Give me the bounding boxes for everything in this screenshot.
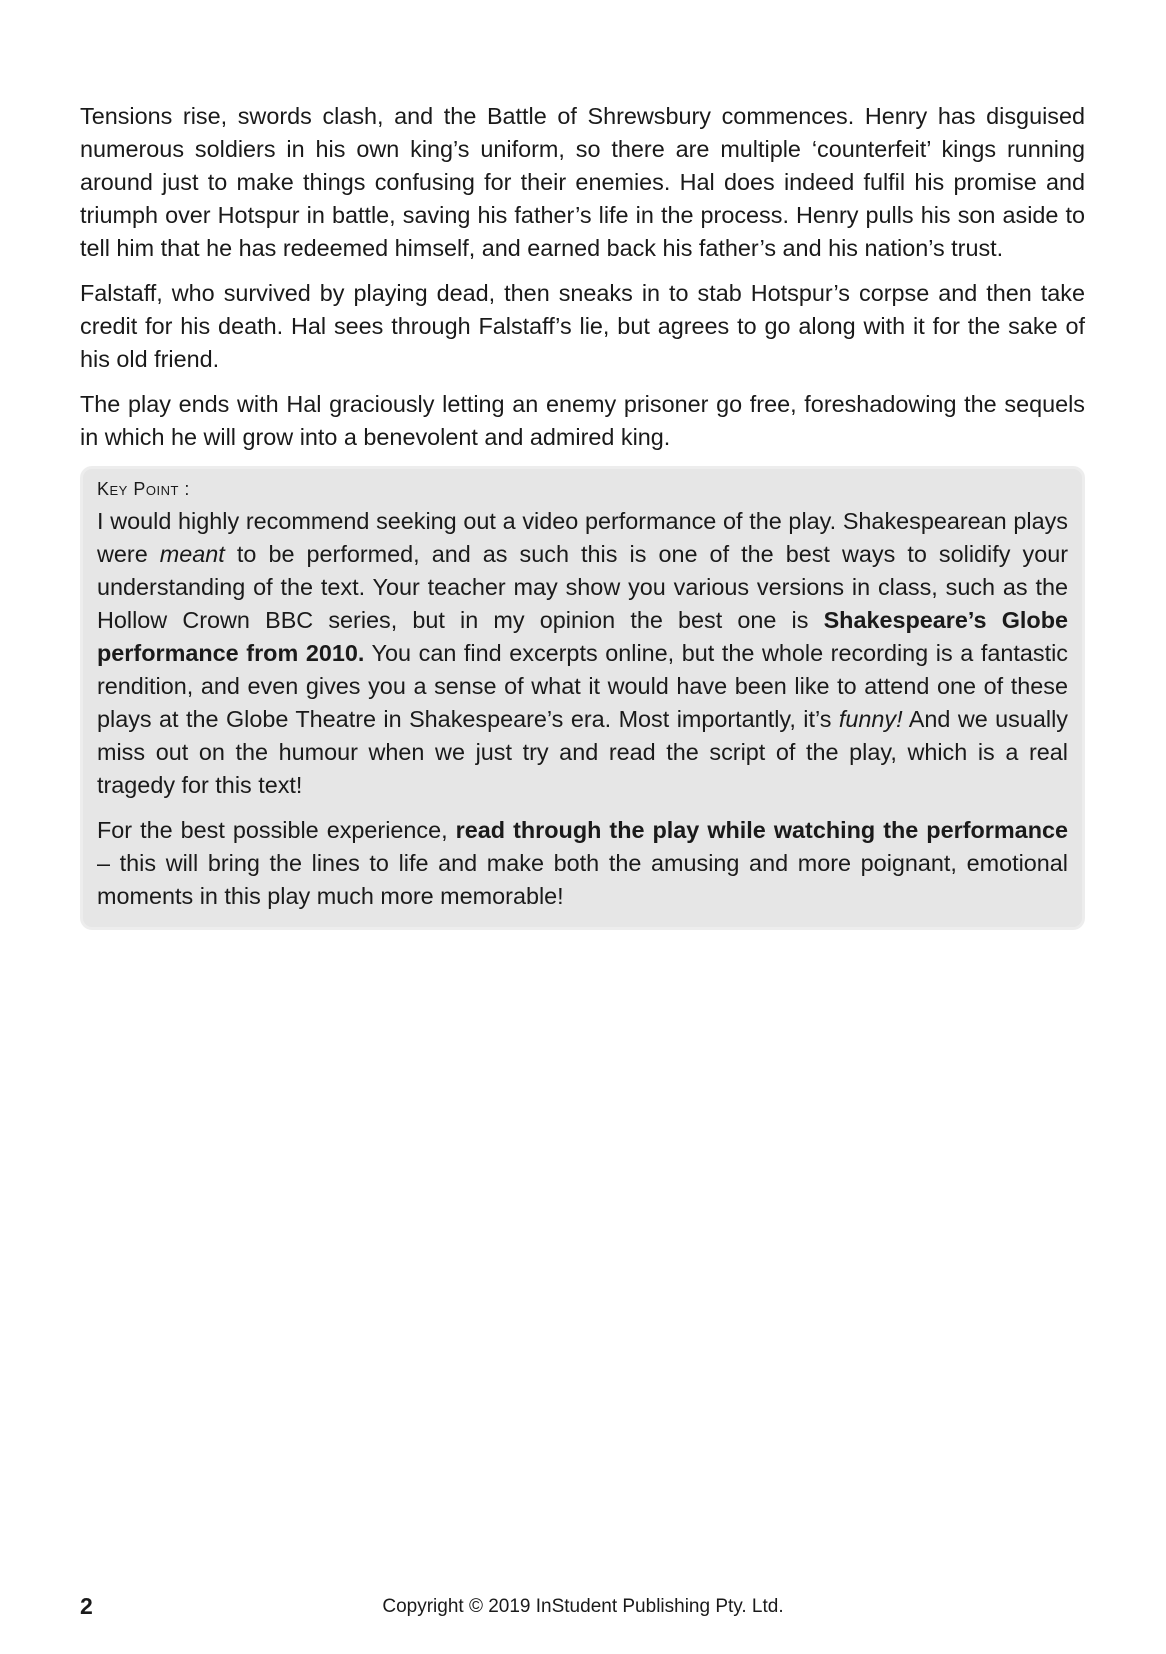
text-run: to be performed, and as such this is one of the best ways to solidify your understanding of the text. Your teacher may show you various versions in class, such as the Hollow Crown BBC series, but in my opinion the best one is: [97, 541, 1068, 633]
text-run: I would highly recommend seeking out a video performance of the play. Shakespearean plays were: [97, 508, 1068, 567]
text-run: For the best possible experience,: [97, 817, 456, 843]
copyright-notice: Copyright © 2019 InStudent Publishing Pty. Ltd.: [382, 1596, 784, 1617]
body-paragraph: Falstaff, who survived by playing dead, then sneaks in to stab Hotspur’s corpse and then take credit for his death. Hal sees through Falstaff’s lie, but agrees to go along with it for the sake of his old friend.: [80, 280, 1085, 372]
emphasis-text: meant: [159, 541, 225, 567]
emphasis-text: funny!: [838, 706, 903, 732]
bold-text: Shakespeare’s Globe performance from 2010.: [97, 607, 1068, 666]
key-point-paragraph: [97, 814, 1068, 913]
page-number: 2: [80, 1593, 93, 1619]
page-content: [80, 100, 1085, 930]
key-point-title: Key Point :: [97, 479, 190, 499]
text-run: You can find excerpts online, but the whole recording is a fantastic rendition, and even gives you a sense of what it would have been like to attend one of these plays at the Globe Theatre in Shakespeare’s era. Most importantly, it’s: [97, 640, 1068, 732]
text-run: And we usually miss out on the humour when we just try and read the script of the play, which is a real tragedy for this text!: [97, 706, 1068, 798]
text-run: – this will bring the lines to life and make both the amusing and more poignant, emotional moments in this play much more memorable!: [97, 850, 1068, 909]
body-paragraph: Tensions rise, swords clash, and the Battle of Shrewsbury commences. Henry has disguised numerous soldiers in his own king’s uniform, so there are multiple ‘counterfeit’ kings running around just to make things confusing for their enemies. Hal does indeed fulfil his promise and triumph over Hotspur in battle, saving his father’s life in the process. Henry pulls his son aside to tell him that he has redeemed himself, and earned back his father’s and his nation’s trust.: [80, 103, 1085, 261]
key-point-box: [80, 466, 1085, 930]
key-point-paragraph: [97, 505, 1068, 802]
bold-text: read through the play while watching the performance: [455, 817, 1068, 843]
body-paragraph: The play ends with Hal graciously letting an enemy prisoner go free, foreshadowing the sequels in which he will grow into a benevolent and admired king.: [80, 391, 1085, 450]
